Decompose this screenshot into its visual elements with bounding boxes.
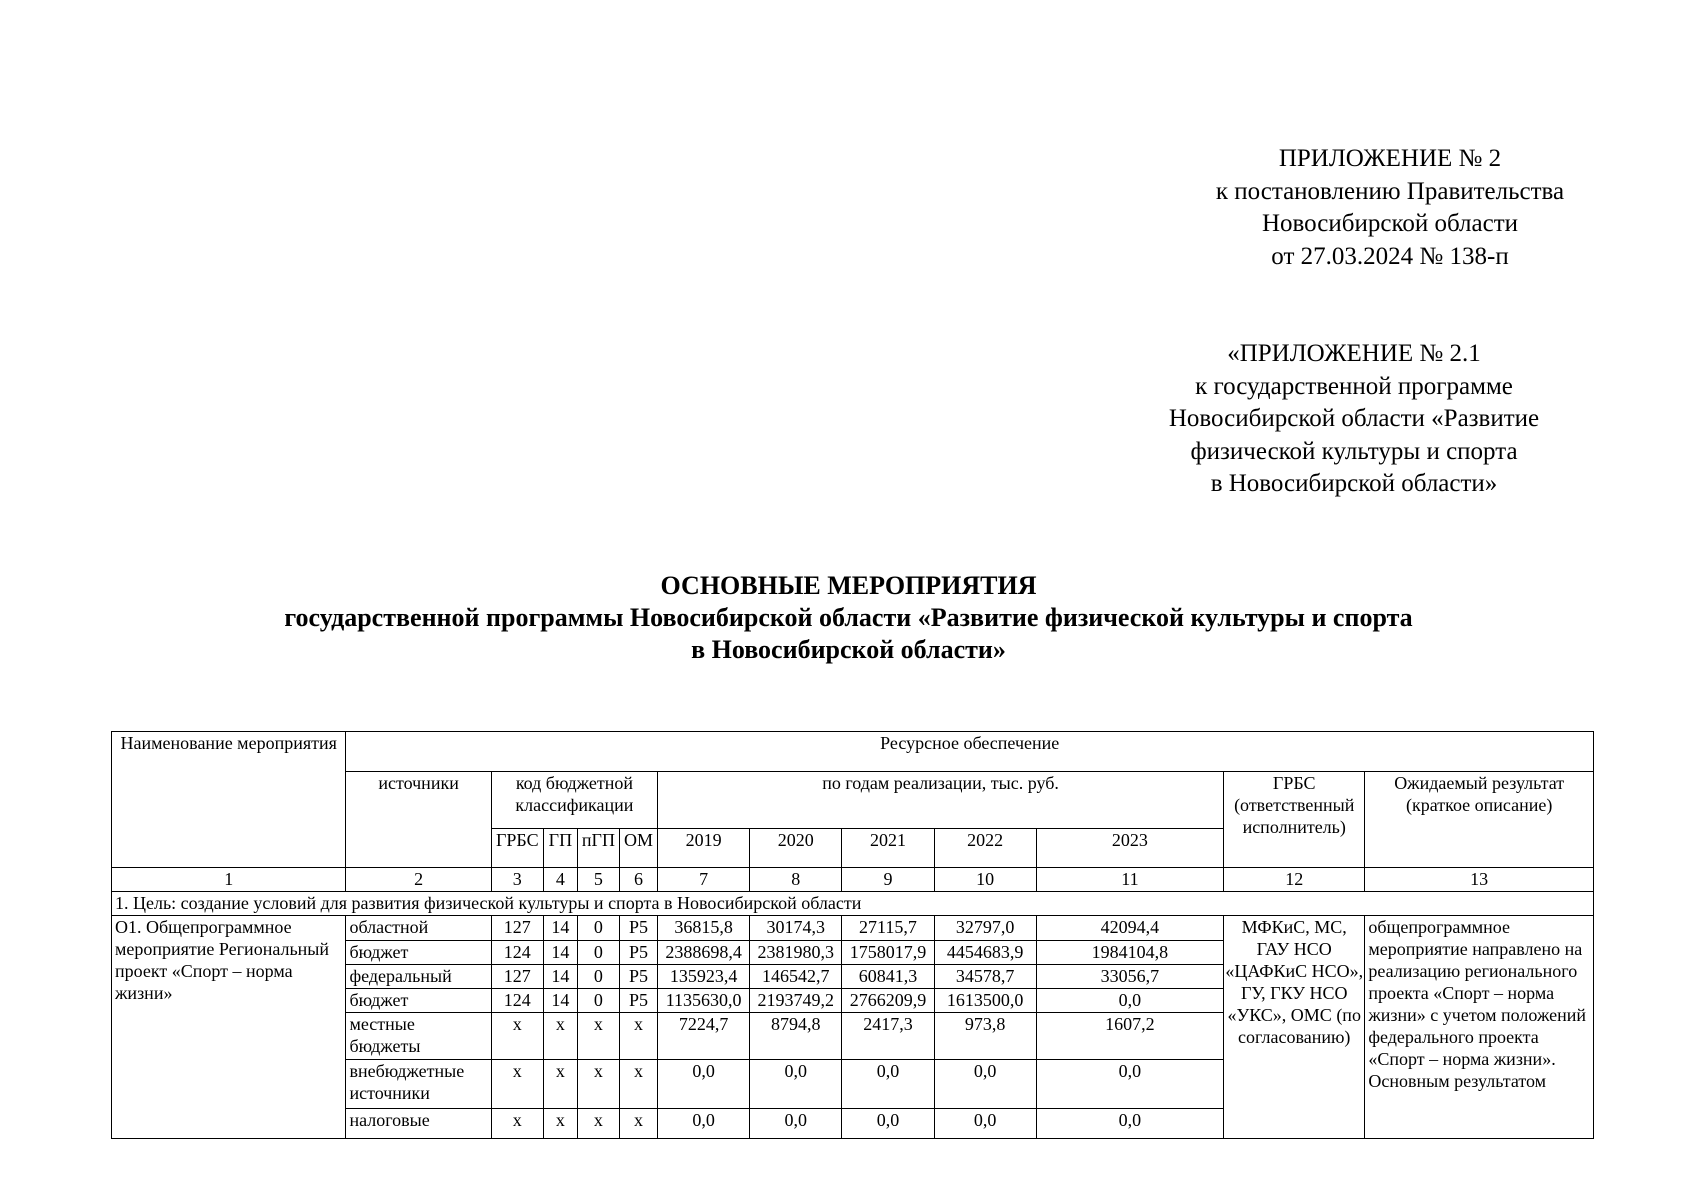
code-grbs-cell: 127 — [491, 916, 543, 940]
code-grbs-cell: х — [491, 1108, 543, 1138]
value-2019-cell: 135923,4 — [658, 964, 750, 988]
appendix-2-1-line: «ПРИЛОЖЕНИЕ № 2.1 — [1227, 340, 1481, 367]
column-number: 11 — [1036, 867, 1223, 891]
source-cell: налоговые — [346, 1108, 491, 1138]
header-code-pgp: пГП — [577, 829, 619, 867]
source-cell: бюджет — [346, 940, 491, 964]
code-om-cell: х — [619, 1108, 657, 1138]
value-2019-cell: 2388698,4 — [658, 940, 750, 964]
column-number: 6 — [619, 867, 657, 891]
appendix-2-1-line: в Новосибирской области» — [1210, 470, 1498, 497]
appendix-2-line: ПРИЛОЖЕНИЕ № 2 — [1278, 145, 1502, 172]
value-2021-cell: 2766209,9 — [842, 989, 934, 1013]
column-number: 10 — [934, 867, 1036, 891]
header-by-years: по годам реализации, тыс. руб. — [658, 772, 1224, 829]
header-code-grbs: ГРБС — [491, 829, 543, 867]
code-pgp-cell: 0 — [577, 940, 619, 964]
value-2023-cell: 42094,4 — [1036, 916, 1223, 940]
code-gp-cell: 14 — [543, 940, 577, 964]
code-om-cell: Р5 — [619, 989, 657, 1013]
header-year: 2021 — [842, 829, 934, 867]
appendix-2-line: к постановлению Правительства — [1215, 177, 1565, 205]
header-grbs-executor: ГРБС (ответственный исполнитель) — [1224, 772, 1365, 867]
column-number: 5 — [577, 867, 619, 891]
code-gp-cell: 14 — [543, 916, 577, 940]
value-2019-cell: 7224,7 — [658, 1013, 750, 1060]
code-grbs-cell: х — [491, 1059, 543, 1108]
value-2022-cell: 973,8 — [934, 1013, 1036, 1060]
value-2023-cell: 0,0 — [1036, 989, 1223, 1013]
source-cell: внебюджетные источники — [346, 1059, 491, 1108]
title-line: государственной программы Новосибирской области «Развитие физической культуры и спорта — [284, 603, 1413, 632]
code-gp-cell: х — [543, 1059, 577, 1108]
appendix-2-header — [1170, 143, 1610, 273]
source-cell: местные бюджеты — [346, 1013, 491, 1060]
title-line: в Новосибирской области» — [691, 635, 1006, 664]
code-pgp-cell: 0 — [577, 916, 619, 940]
header-year: 2022 — [934, 829, 1036, 867]
value-2020-cell: 2381980,3 — [750, 940, 842, 964]
code-om-cell: Р5 — [619, 916, 657, 940]
document-title — [0, 570, 1697, 666]
header-activity-name: Наименование мероприятия — [112, 732, 346, 868]
column-number: 13 — [1365, 867, 1594, 891]
code-gp-cell: 14 — [543, 989, 577, 1013]
value-2021-cell: 0,0 — [842, 1059, 934, 1108]
value-2020-cell: 8794,8 — [750, 1013, 842, 1060]
value-2020-cell: 146542,7 — [750, 964, 842, 988]
value-2023-cell: 1607,2 — [1036, 1013, 1223, 1060]
column-number: 9 — [842, 867, 934, 891]
code-om-cell: х — [619, 1013, 657, 1060]
activity-name: О1. Общепрограммное мероприятие Региональный проект «Спорт – норма жизни» — [112, 916, 346, 1139]
value-2021-cell: 2417,3 — [842, 1013, 934, 1060]
value-2020-cell: 0,0 — [750, 1059, 842, 1108]
value-2021-cell: 0,0 — [842, 1108, 934, 1138]
header-budget-code: код бюджетной классификации — [491, 772, 657, 829]
column-number: 12 — [1224, 867, 1365, 891]
appendix-2-1-line: физической культуры и спорта — [1190, 437, 1518, 465]
value-2021-cell: 60841,3 — [842, 964, 934, 988]
value-2022-cell: 0,0 — [934, 1059, 1036, 1108]
value-2023-cell: 0,0 — [1036, 1108, 1223, 1138]
value-2023-cell: 1984104,8 — [1036, 940, 1223, 964]
expected-result-cell: общепрограммное мероприятие направлено на реализацию регионального проекта «Спорт – норма жизни» с учетом положений федерального проекта «Спорт – норма жизни». Основным результатом — [1365, 916, 1594, 1139]
value-2022-cell: 32797,0 — [934, 916, 1036, 940]
executor-cell: МФКиС, МС, ГАУ НСО «ЦАФКиС НСО», ГУ, ГКУ НСО «УКС», ОМС (по согласованию) — [1224, 916, 1365, 1139]
code-gp-cell: х — [543, 1108, 577, 1138]
appendix-2-1-header — [1114, 338, 1594, 501]
code-pgp-cell: х — [577, 1059, 619, 1108]
value-2019-cell: 0,0 — [658, 1059, 750, 1108]
header-resource-provision: Ресурсное обеспечение — [346, 732, 1594, 772]
column-number: 8 — [750, 867, 842, 891]
code-pgp-cell: х — [577, 1108, 619, 1138]
code-gp-cell: 14 — [543, 964, 577, 988]
code-om-cell: Р5 — [619, 940, 657, 964]
code-grbs-cell: 127 — [491, 964, 543, 988]
title-line: ОСНОВНЫЕ МЕРОПРИЯТИЯ — [660, 571, 1037, 600]
header-sources: источники — [346, 772, 491, 867]
value-2019-cell: 36815,8 — [658, 916, 750, 940]
source-cell: областной — [346, 916, 491, 940]
activities-table — [111, 731, 1594, 1139]
appendix-2-line: от 27.03.2024 № 138-п — [1271, 242, 1509, 270]
header-year: 2023 — [1036, 829, 1223, 867]
value-2022-cell: 34578,7 — [934, 964, 1036, 988]
code-pgp-cell: х — [577, 1013, 619, 1060]
code-pgp-cell: 0 — [577, 964, 619, 988]
code-gp-cell: х — [543, 1013, 577, 1060]
header-code-om: ОМ — [619, 829, 657, 867]
column-number: 2 — [346, 867, 491, 891]
column-number: 4 — [543, 867, 577, 891]
value-2019-cell: 0,0 — [658, 1108, 750, 1138]
value-2023-cell: 33056,7 — [1036, 964, 1223, 988]
code-om-cell: х — [619, 1059, 657, 1108]
appendix-2-1-line: Новосибирской области «Развитие — [1168, 405, 1540, 432]
source-cell: федеральный — [346, 964, 491, 988]
appendix-2-1-line: к государственной программе — [1195, 372, 1513, 400]
header-year: 2020 — [750, 829, 842, 867]
value-2020-cell: 0,0 — [750, 1108, 842, 1138]
column-number: 3 — [491, 867, 543, 891]
value-2020-cell: 2193749,2 — [750, 989, 842, 1013]
column-number: 7 — [658, 867, 750, 891]
value-2022-cell: 1613500,0 — [934, 989, 1036, 1013]
value-2021-cell: 1758017,9 — [842, 940, 934, 964]
table-row — [112, 916, 1594, 940]
value-2019-cell: 1135630,0 — [658, 989, 750, 1013]
code-grbs-cell: 124 — [491, 940, 543, 964]
header-expected-result: Ожидаемый результат (краткое описание) — [1365, 772, 1594, 867]
header-year: 2019 — [658, 829, 750, 867]
code-grbs-cell: х — [491, 1013, 543, 1060]
value-2023-cell: 0,0 — [1036, 1059, 1223, 1108]
value-2022-cell: 4454683,9 — [934, 940, 1036, 964]
value-2021-cell: 27115,7 — [842, 916, 934, 940]
code-om-cell: Р5 — [619, 964, 657, 988]
code-grbs-cell: 124 — [491, 989, 543, 1013]
header-code-gp: ГП — [543, 829, 577, 867]
column-number: 1 — [112, 867, 346, 891]
value-2020-cell: 30174,3 — [750, 916, 842, 940]
source-cell: бюджет — [346, 989, 491, 1013]
code-pgp-cell: 0 — [577, 989, 619, 1013]
appendix-2-line: Новосибирской области — [1261, 210, 1519, 237]
goal-row: 1. Цель: создание условий для развития физической культуры и спорта в Новосибирской области — [112, 891, 1594, 915]
value-2022-cell: 0,0 — [934, 1108, 1036, 1138]
